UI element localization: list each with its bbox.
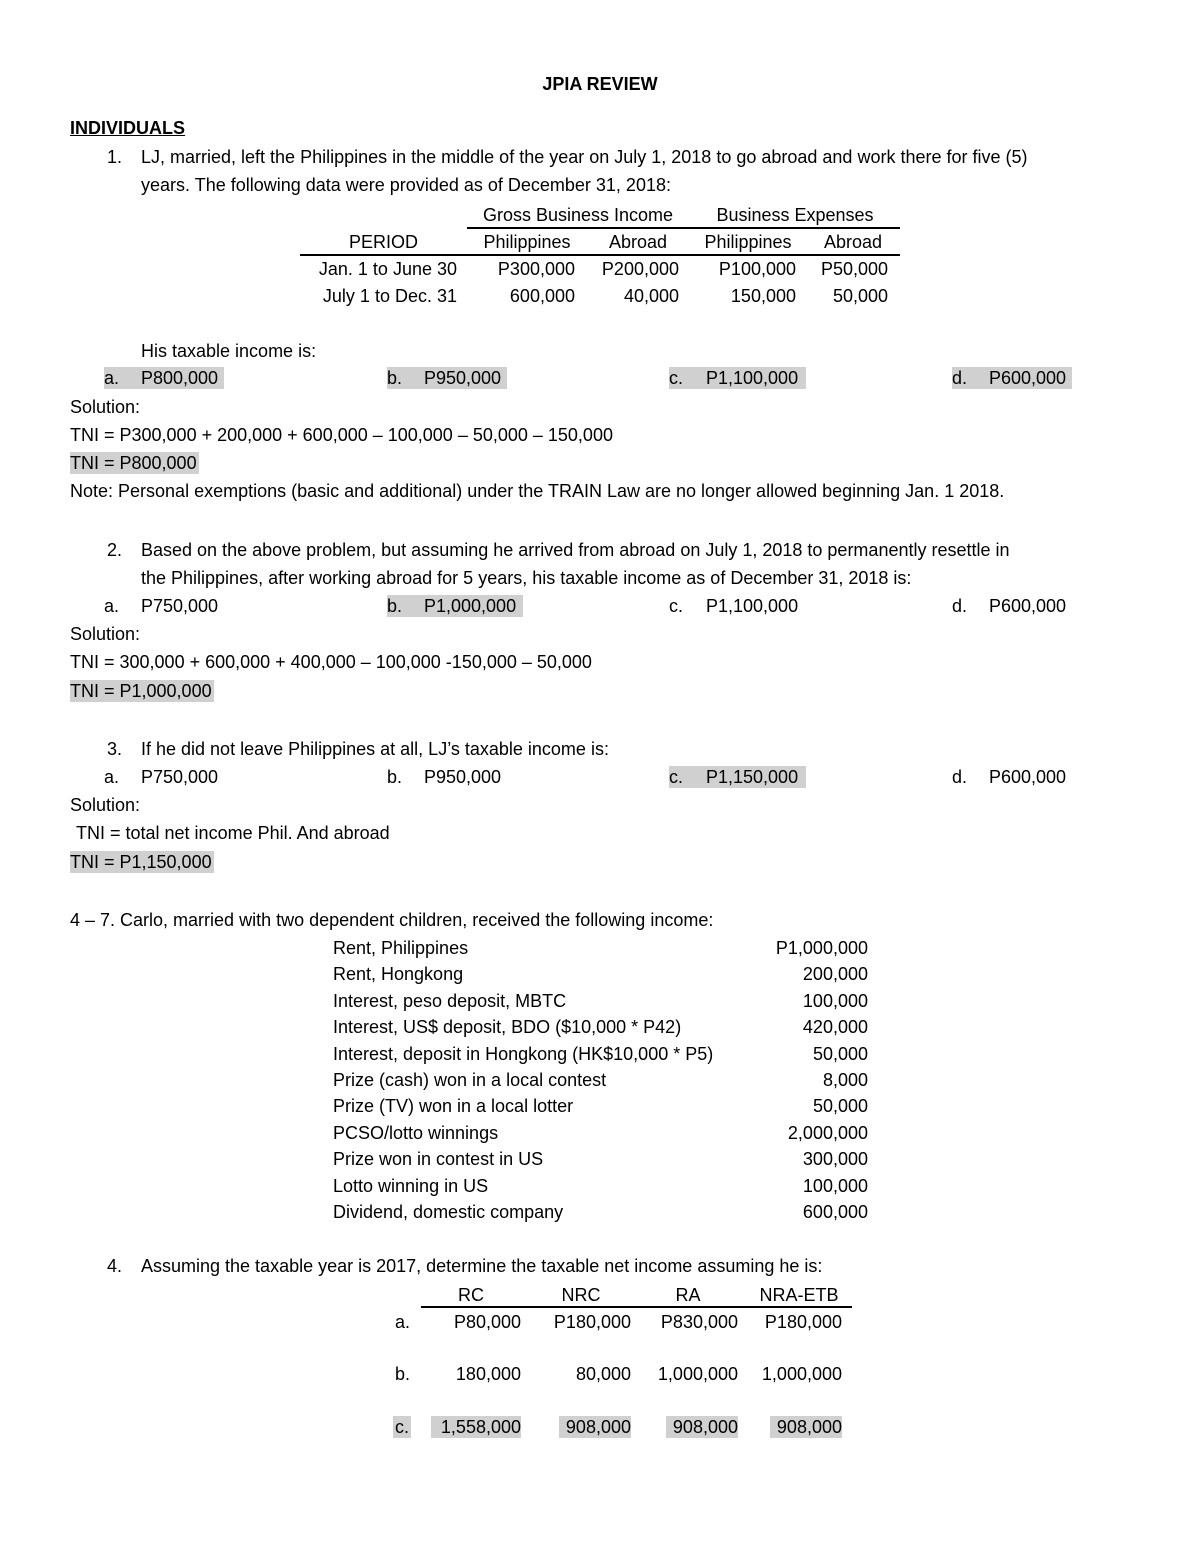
choice-value: P600,000 [989,767,1067,787]
choice-value: P1,000,000 [424,596,517,616]
choice-letter: d. [952,767,968,787]
income-item-amount: 50,000 [812,1096,868,1116]
choice-a [104,595,224,617]
problem-intro: 4 – 7. Carlo, married with two dependent children, received the following income: [70,910,714,930]
income-item-amount: P1,000,000 [775,938,868,958]
question-text: If he did not leave Philippines at all, LJ’s taxable income is: [141,739,609,759]
choice-d [952,766,1072,788]
table-header: Philippines [483,232,571,252]
choice-b [387,595,523,617]
choice-value: P950,000 [424,767,502,787]
income-item-amount: 600,000 [802,1202,868,1222]
solution-answer: TNI = P1,000,000 [70,681,212,701]
question-text: LJ, married, left the Philippines in the middle of the year on July 1, 2018 to go abroad and work there for five (5) [141,147,1028,167]
table-cell: Jan. 1 to June 30 [318,259,457,279]
question-text: the Philippines, after working abroad for 5 years, his taxable income as of December 31, 2018 is: [141,568,912,588]
choice-d [952,367,1072,389]
table-cell: 40,000 [623,286,679,306]
table-group-header: Gross Business Income [482,205,674,225]
choice-value: P750,000 [141,596,219,616]
choice-value: P1,100,000 [706,596,799,616]
income-item-label: Prize won in contest in US [333,1149,544,1169]
solution-line: TNI = P300,000 + 200,000 + 600,000 – 100,000 – 50,000 – 150,000 [70,425,613,445]
table-cell: P200,000 [601,259,679,279]
table-header: Abroad [823,232,883,252]
income-item-label: Dividend, domestic company [333,1202,564,1222]
question-prompt: His taxable income is: [141,341,317,361]
choice-letter: d. [952,368,968,388]
income-item-amount: 100,000 [802,1176,868,1196]
choice-letter: c. [669,368,684,388]
income-item-label: Interest, deposit in Hongkong (HK$10,000 * P5) [333,1044,714,1064]
table-cell: 150,000 [730,286,796,306]
row-letter: b. [395,1364,411,1384]
choice-value: P1,150,000 [706,767,799,787]
choice-letter: b. [387,767,403,787]
row-letter: a. [395,1312,411,1332]
choice-d [952,595,1072,617]
choice-value: P600,000 [989,596,1067,616]
choice-letter: c. [669,767,684,787]
choice-value: P750,000 [141,767,219,787]
question-number: 2. [107,540,123,560]
table-header: Philippines [704,232,792,252]
table-cell: 908,000 [666,1416,738,1438]
income-item-amount: 8,000 [822,1070,868,1090]
table-cell: 908,000 [559,1416,631,1438]
choice-letter: a. [104,368,120,388]
income-item-label: Rent, Philippines [333,938,469,958]
income-item-amount: 2,000,000 [787,1123,868,1143]
question-text: years. The following data were provided as of December 31, 2018: [141,175,671,195]
solution-label: Solution: [70,397,141,417]
choice-c [669,367,806,389]
question-text: Based on the above problem, but assuming he arrived from abroad on July 1, 2018 to permanently resettle in [141,540,1010,560]
table-cell: 50,000 [832,286,888,306]
question-number: 3. [107,739,123,759]
income-item-label: Prize (cash) won in a local contest [333,1070,607,1090]
choice-value: P1,100,000 [706,368,799,388]
choice-letter: a. [104,767,120,787]
question-text: Assuming the taxable year is 2017, determine the taxable net income assuming he is: [141,1256,823,1276]
solution-line: TNI = 300,000 + 600,000 + 400,000 – 100,000 -150,000 – 50,000 [70,652,592,672]
table-cell: 1,000,000 [657,1364,738,1384]
table-cell: P80,000 [453,1312,521,1332]
table-header: RA [675,1285,701,1305]
table-cell: P830,000 [660,1312,738,1332]
table-cell: 80,000 [575,1364,631,1384]
choice-letter: b. [387,368,403,388]
table-header: Abroad [608,232,668,252]
page-title: JPIA REVIEW [542,74,658,94]
section-heading: INDIVIDUALS [70,118,186,138]
table-rule [300,254,900,256]
table-cell: P50,000 [820,259,888,279]
income-item-amount: 300,000 [802,1149,868,1169]
table-cell: P100,000 [718,259,796,279]
choice-value: P800,000 [141,368,219,388]
income-item-amount: 100,000 [802,991,868,1011]
table-cell: 1,558,000 [431,1416,521,1438]
table-header: NRA-ETB [759,1285,839,1305]
choice-letter: c. [669,596,684,616]
income-item-amount: 420,000 [802,1017,868,1037]
row-letter: c. [395,1417,410,1437]
choice-c [669,766,806,788]
table-rule [467,227,900,229]
income-item-label: Lotto winning in US [333,1176,489,1196]
table-cell: P180,000 [553,1312,631,1332]
income-item-amount: 200,000 [802,964,868,984]
note: Note: Personal exemptions (basic and additional) under the TRAIN Law are no longer allowed beginning Jan. 1 2018. [70,481,1005,501]
question-number: 1. [107,147,123,167]
table-cell: P180,000 [764,1312,842,1332]
solution-label: Solution: [70,795,141,815]
choice-letter: a. [104,596,120,616]
income-item-label: Rent, Hongkong [333,964,464,984]
choice-b [387,766,507,788]
solution-line: TNI = total net income Phil. And abroad [76,823,390,843]
choice-a [104,367,224,389]
income-item-label: Interest, peso deposit, MBTC [333,991,567,1011]
table-group-header: Business Expenses [716,205,874,225]
table-header: NRC [561,1285,601,1305]
income-item-label: Prize (TV) won in a local lotter [333,1096,574,1116]
table-cell: P300,000 [497,259,575,279]
table-header: PERIOD [348,232,418,252]
choice-value: P600,000 [989,368,1067,388]
solution-answer: TNI = P1,150,000 [70,852,212,872]
table-cell: July 1 to Dec. 31 [322,286,457,306]
income-item-amount: 50,000 [812,1044,868,1064]
question-number: 4. [107,1256,123,1276]
table-rule [421,1306,852,1308]
table-cell: 1,000,000 [761,1364,842,1384]
choice-a [104,766,224,788]
choice-letter: d. [952,596,968,616]
choice-c [669,595,806,617]
table-cell: 180,000 [455,1364,521,1384]
choice-value: P950,000 [424,368,502,388]
table-cell: 908,000 [770,1416,842,1438]
income-item-label: Interest, US$ deposit, BDO ($10,000 * P42) [333,1017,682,1037]
choice-letter: b. [387,596,403,616]
solution-label: Solution: [70,624,141,644]
table-header: RC [458,1285,484,1305]
table-cell: 600,000 [509,286,575,306]
solution-answer: TNI = P800,000 [70,453,197,473]
choice-b [387,367,507,389]
income-item-label: PCSO/lotto winnings [333,1123,499,1143]
